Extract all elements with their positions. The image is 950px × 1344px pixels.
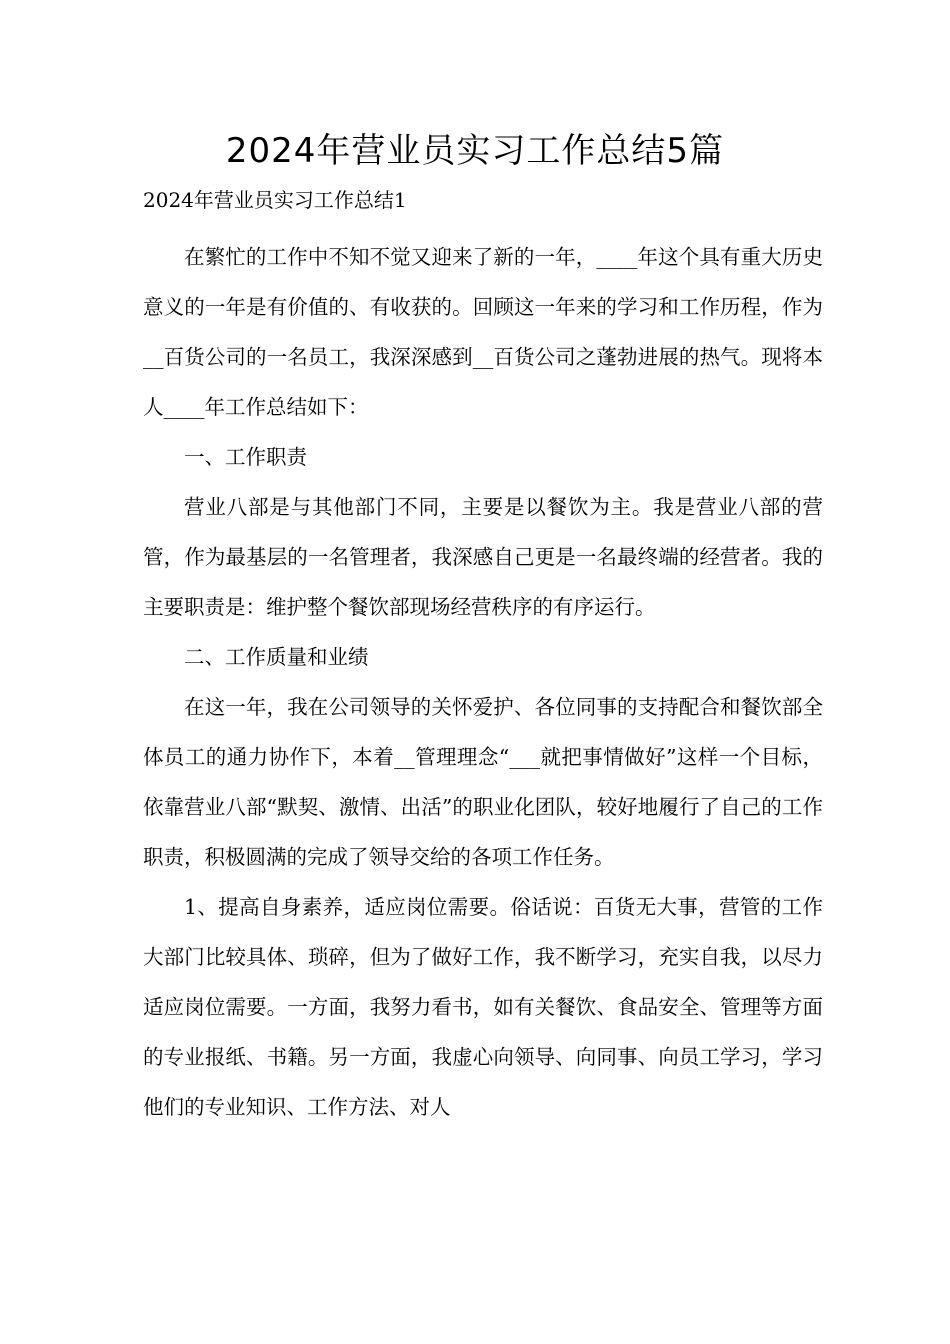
paragraph-work-quality: 在这一年，我在公司领导的关怀爱护、各位同事的支持配合和餐饮部全体员工的通力协作下，本着__管理理念“___就把事情做好”这样一个目标，依靠营业八部“默契、激情、出活”的职业化团队，较好地履行了自己的工作职责，积极圆满的完成了领导交给的各项工作任务。 xyxy=(143,695,823,869)
paragraph-intro: 在繁忙的工作中不知不觉又迎来了新的一年，____年这个具有重大历史意义的一年是有价值的、有收获的。回顾这一年来的学习和工作历程，作为__百货公司的一名员工，我深深感到__百货公司之蓬勃进展的热气。现将本人____年工作总结如下： xyxy=(143,245,823,419)
section-subtitle: 2024年营业员实习工作总结1 xyxy=(143,188,407,212)
paragraph-self-improvement: 1、提高自身素养，适应岗位需要。俗话说：百货无大事，营管的工作大部门比较具体、琐碎，但为了做好工作，我不断学习，充实自我，以尽力适应岗位需要。一方面，我努力看书，如有关餐饮、食品安全、管理等方面的专业报纸、书籍。另一方面，我虚心向领导、向同事、向员工学习，学习他们的专业知识、工作方法、对人 xyxy=(143,895,823,1119)
paragraph-job-duties: 营业八部是与其他部门不同，主要是以餐饮为主。我是营业八部的营管，作为最基层的一名管理者，我深感自己更是一名最终端的经营者。我的主要职责是：维护整个餐饮部现场经营秩序的有序运行。 xyxy=(143,495,823,619)
heading-work-quality: 二、工作质量和业绩 xyxy=(184,645,369,669)
heading-job-duties: 一、工作职责 xyxy=(184,445,307,469)
document-body xyxy=(143,232,823,1132)
document-title: 2024年营业员实习工作总结5篇 xyxy=(225,131,725,171)
